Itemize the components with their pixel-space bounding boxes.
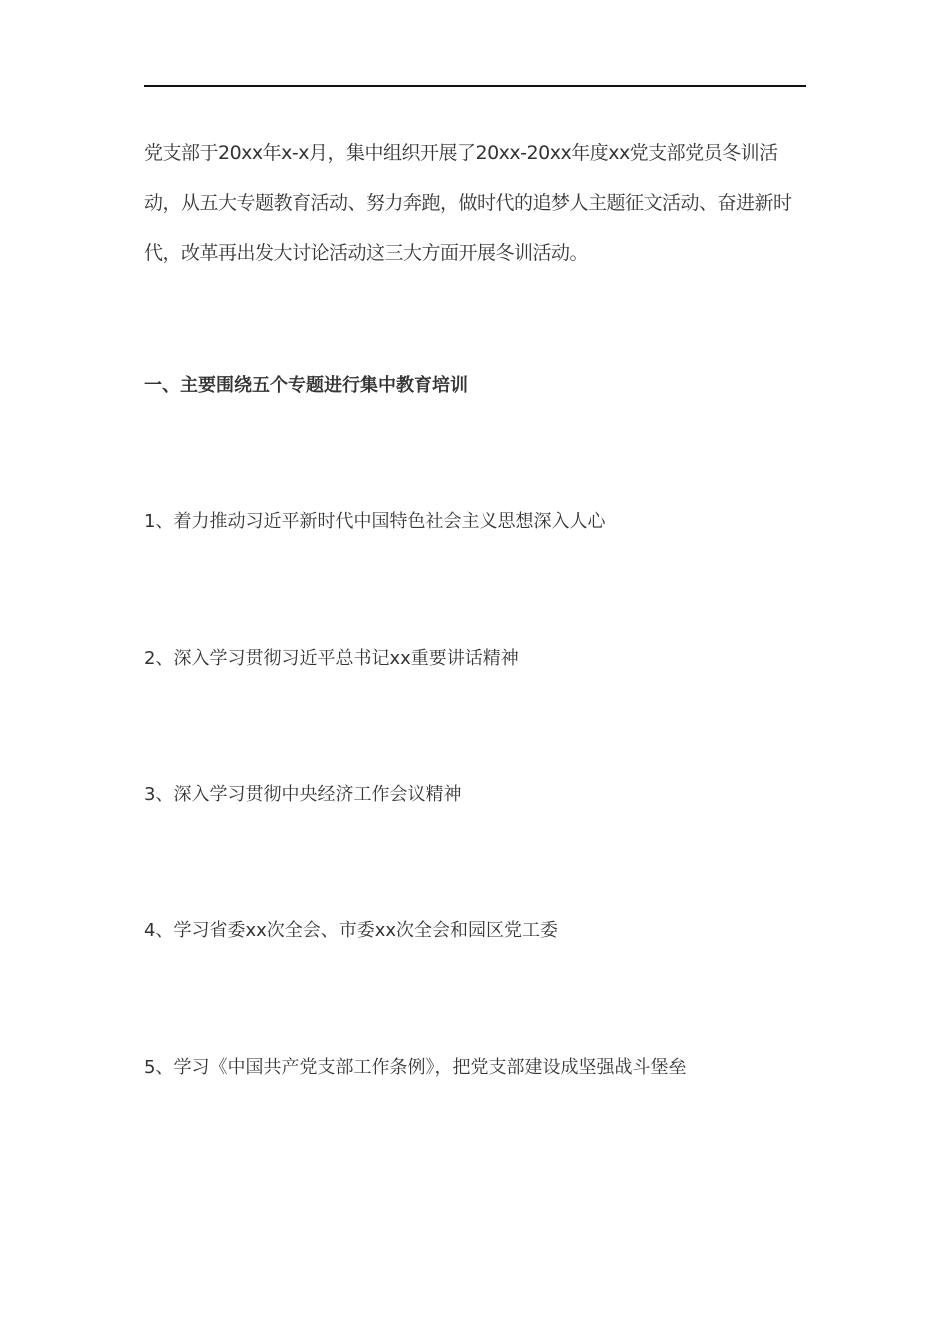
list-item: 4、学习省委xx次全会、市委xx次全会和园区党工委 [144,920,559,941]
list-item: 5、学习《中国共产党支部工作条例》，把党支部建设成坚强战斗堡垒 [144,1057,687,1078]
intro-paragraph: 党支部于20xx年x-x月，集中组织开展了20xx-20xx年度xx党支部党员冬训活动，从五大专题教育活动、努力奔跑，做时代的追梦人主题征文活动、奋进新时代，改革再出发大讨论活动这三大方面开展冬训活动。 [144,142,792,264]
section-heading: 一、主要围绕五个专题进行集中教育培训 [144,375,468,396]
header-rule [144,85,806,87]
list-item: 3、深入学习贯彻中央经济工作会议精神 [144,784,462,805]
list-item: 2、深入学习贯彻习近平总书记xx重要讲话精神 [144,648,519,669]
list-item: 1、着力推动习近平新时代中国特色社会主义思想深入人心 [144,511,606,532]
